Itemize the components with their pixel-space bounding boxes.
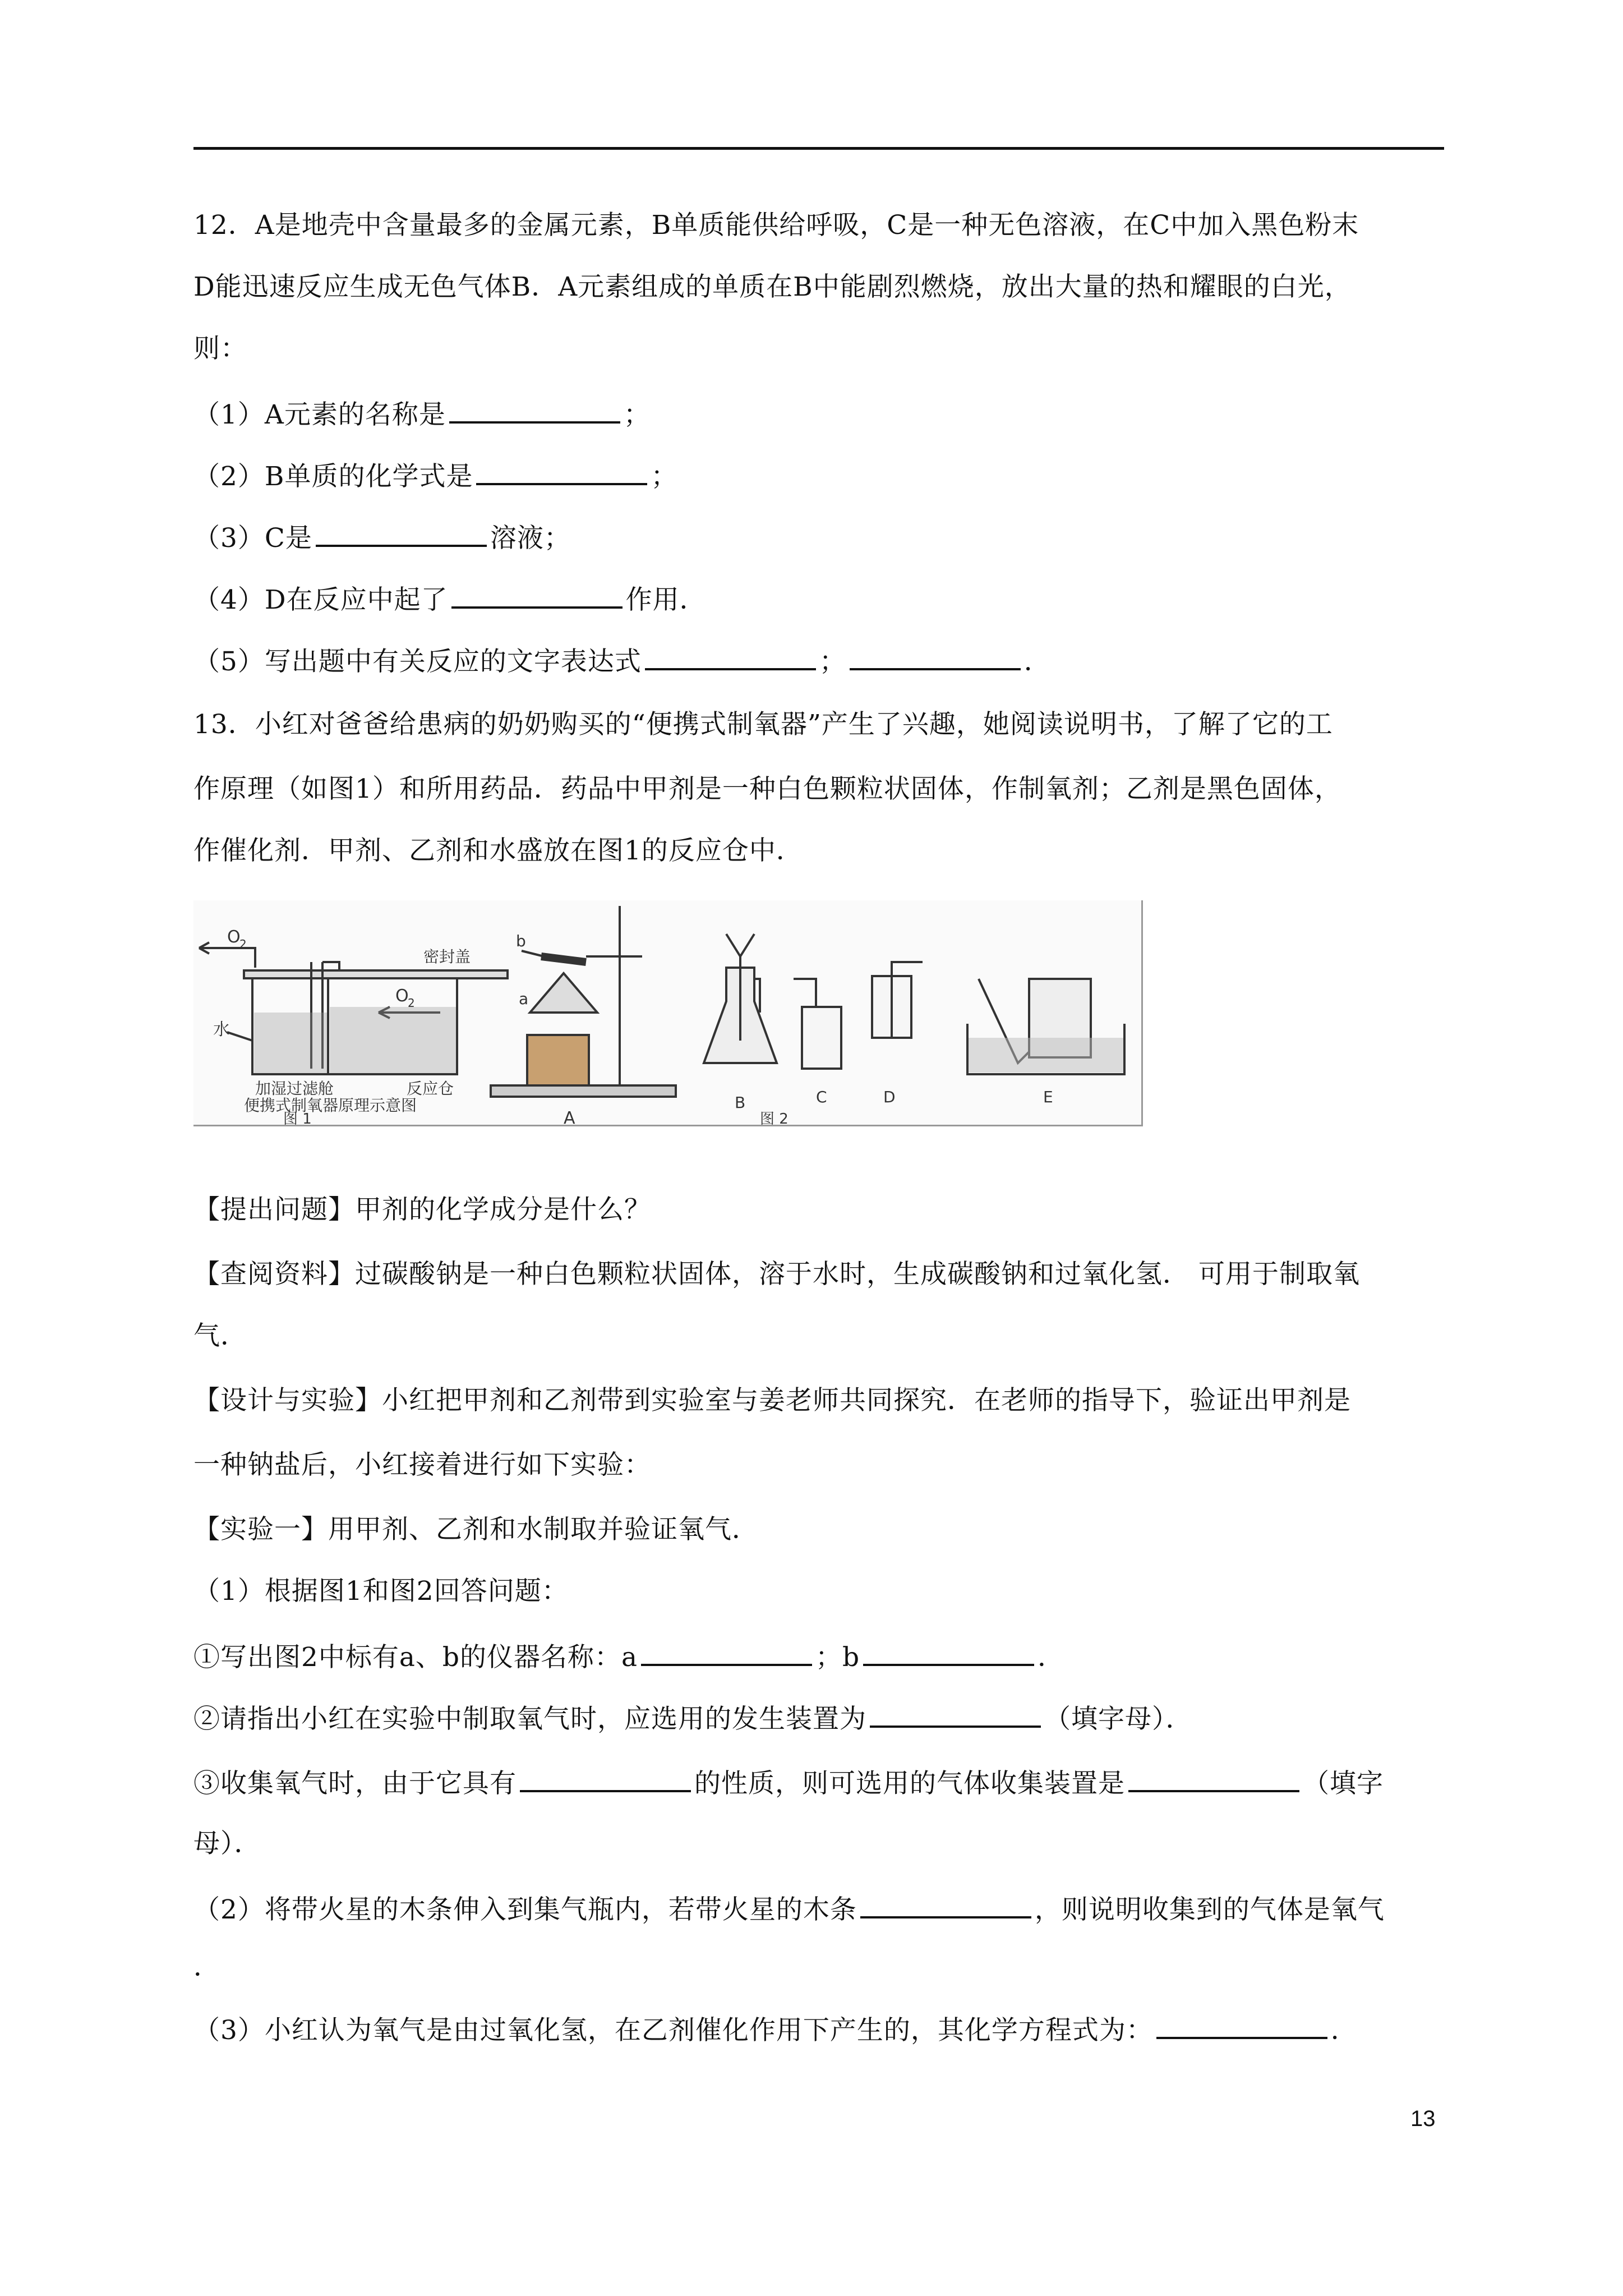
q13-line-2: 作原理（如图1）和所用药品．药品中甲剂是一种白色颗粒状固体，作制氧剂；乙剂是黑色固体， xyxy=(193,774,1341,804)
q12-part-1 xyxy=(193,395,1450,433)
answer-blank[interactable] xyxy=(1156,2011,1327,2039)
header-rule xyxy=(193,147,1444,150)
reference-line-2: 气． xyxy=(193,1320,247,1351)
o2-label-2: O xyxy=(395,986,409,1006)
q12-part-4-text: （4）D在反应中起了 xyxy=(193,585,448,615)
q12-line-1: 12．A是地壳中含量最多的金属元素，B单质能供给呼吸，C是一种无色溶液，在C中加入黑色粉末 xyxy=(193,210,1359,241)
answer-blank[interactable] xyxy=(449,395,620,424)
answer-blank[interactable] xyxy=(451,581,623,609)
answer-blank[interactable] xyxy=(870,1700,1041,1728)
sub-question-1-1 xyxy=(193,1638,1450,1676)
figure-1-label: 图 1 xyxy=(283,1111,312,1125)
q12-part-1-end: ； xyxy=(623,399,651,430)
sub-3-end: ． xyxy=(1330,2015,1358,2046)
answer-blank[interactable] xyxy=(316,519,487,547)
o2-label: O xyxy=(227,927,241,947)
sub-1-1-end: ． xyxy=(1038,1642,1065,1673)
q12-part-3-end: 溶液； xyxy=(490,523,571,554)
q12-line-2: D能迅速反应生成无色气体B．A元素组成的单质在B中能剧烈燃烧，放出大量的热和耀眼的白光， xyxy=(193,272,1352,302)
sub-1-1-text: ①写出图2中标有a、b的仪器名称：a xyxy=(193,1642,638,1673)
answer-blank[interactable] xyxy=(863,1638,1034,1666)
sub-question-3 xyxy=(193,2011,1450,2049)
answer-blank[interactable] xyxy=(520,1764,691,1792)
sub-2-end: ，则说明收集到的气体是氧气 xyxy=(1034,1894,1385,1925)
answer-blank[interactable] xyxy=(850,642,1021,670)
answer-blank[interactable] xyxy=(476,457,647,485)
sub-1-3-mid: 的性质，则可选用的气体收集装置是 xyxy=(694,1768,1125,1799)
o2-subscript: 2 xyxy=(239,937,247,951)
figure-caption: 便携式制氧器原理示意图 xyxy=(244,1096,417,1115)
app-b-label: B xyxy=(735,1093,746,1112)
q12-part-5-text: （5）写出题中有关反应的文字表达式 xyxy=(193,646,642,677)
figure-2-label: 图 2 xyxy=(760,1111,789,1125)
label-b: b xyxy=(516,932,526,950)
apparatus-figure xyxy=(193,900,1143,1126)
sub-question-1: （1）根据图1和图2回答问题： xyxy=(193,1576,569,1607)
sub-question-1-3 xyxy=(193,1764,1450,1802)
q13-line-3: 作催化剂．甲剂、乙剂和水盛放在图1的反应仓中． xyxy=(193,835,803,866)
q12-part-1-text: （1）A元素的名称是 xyxy=(193,399,446,430)
experiment-one: 【实验一】用甲剂、乙剂和水制取并验证氧气． xyxy=(193,1514,759,1545)
sub-1-1-mid: ；b xyxy=(815,1642,860,1673)
sub-question-2 xyxy=(193,1890,1450,1928)
q13-line-1: 13．小红对爸爸给患病的奶奶购买的“便携式制氧器”产生了兴趣，她阅读说明书，了解了它的工 xyxy=(193,709,1333,740)
sub-question-2-cont: ． xyxy=(193,1952,220,1982)
q12-part-5 xyxy=(193,642,1450,680)
chamber-right-label: 反应仓 xyxy=(407,1079,454,1098)
sub-1-2-text: ②请指出小红在实验中制取氧气时，应选用的发生装置为 xyxy=(193,1704,866,1734)
water-label: 水 xyxy=(213,1020,230,1039)
app-e-label: E xyxy=(1043,1088,1053,1106)
reference-line-1: 【查阅资料】过碳酸钠是一种白色颗粒状固体，溶于水时，生成碳酸钠和过氧化氢． 可用于制取氧 xyxy=(193,1259,1360,1290)
o2-subscript-2: 2 xyxy=(408,996,415,1010)
q12-line-3: 则： xyxy=(193,333,247,364)
answer-blank[interactable] xyxy=(641,1638,812,1666)
q12-part-5-end: ． xyxy=(1023,646,1051,677)
app-c-label: C xyxy=(816,1088,827,1106)
design-line-2: 一种钠盐后，小红接着进行如下实验： xyxy=(193,1450,651,1480)
sub-2-text: （2）将带火星的木条伸入到集气瓶内，若带火星的木条 xyxy=(193,1894,857,1925)
page-number: 13 xyxy=(1410,2106,1436,2131)
sub-question-1-2 xyxy=(193,1700,1450,1737)
app-a-label: A xyxy=(564,1108,575,1125)
q12-part-4 xyxy=(193,581,1450,618)
sub-question-1-3-cont: 母）． xyxy=(193,1828,261,1859)
lid-label: 密封盖 xyxy=(423,947,471,966)
q12-part-2 xyxy=(193,457,1450,495)
app-d-label: D xyxy=(883,1088,896,1106)
q12-part-5-sep: ； xyxy=(819,646,846,677)
sub-1-3-text: ③收集氧气时，由于它具有 xyxy=(193,1768,517,1799)
q12-part-2-text: （2）B单质的化学式是 xyxy=(193,461,473,492)
sub-3-text: （3）小红认为氧气是由过氧化氢，在乙剂催化作用下产生的，其化学方程式为： xyxy=(193,2015,1153,2046)
raise-question: 【提出问题】甲剂的化学成分是什么？ xyxy=(193,1194,651,1225)
sub-1-2-end: （填字母）． xyxy=(1044,1704,1193,1734)
q12-part-3 xyxy=(193,519,1450,556)
answer-blank[interactable] xyxy=(1128,1764,1299,1792)
sub-1-3-end: （填字 xyxy=(1303,1768,1384,1799)
design-line-1: 【设计与实验】小红把甲剂和乙剂带到实验室与姜老师共同探究．在老师的指导下，验证出甲剂是 xyxy=(193,1385,1351,1416)
label-a: a xyxy=(519,990,529,1008)
answer-blank[interactable] xyxy=(860,1890,1031,1918)
q12-part-4-end: 作用． xyxy=(625,585,707,615)
answer-blank[interactable] xyxy=(645,642,816,670)
q12-part-2-end: ； xyxy=(651,461,678,492)
q12-part-3-text: （3）C是 xyxy=(193,523,312,554)
chamber-left-label: 加湿过滤舱 xyxy=(255,1079,334,1098)
